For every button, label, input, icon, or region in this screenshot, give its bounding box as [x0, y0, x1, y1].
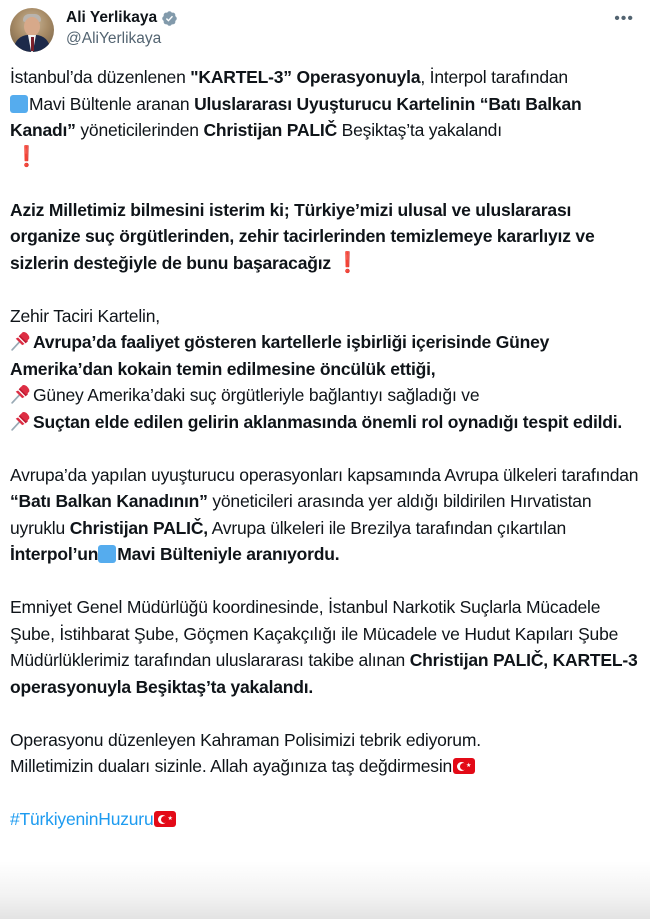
text-span: Avrupa’da yapılan uyuşturucu operasyonları kapsamında Avrupa ülkeleri tarafından [10, 464, 639, 485]
verified-badge-icon [161, 10, 178, 27]
more-options-icon[interactable]: ••• [614, 10, 634, 27]
text-span: Beşiktaş’ta yakalandı [337, 120, 502, 140]
red-exclamation-emoji-icon: ❗ [334, 251, 360, 274]
flag-star: ★ [167, 816, 173, 822]
text-span: yöneticilerinden [75, 120, 204, 140]
avatar-face [24, 17, 40, 36]
bold-span: İnterpol’un [10, 544, 99, 564]
bold-span: Christijan PALIČ [203, 120, 338, 140]
bold-span: Uluslararası Uyuşturucu Kartelinin “Batı Balkan Kanadı” [10, 93, 582, 140]
paragraph-background [10, 462, 640, 568]
bold-span: “Batı Balkan Kanadının” [10, 491, 208, 511]
large-blue-square-emoji-icon [98, 545, 116, 563]
pushpin-emoji-icon [10, 384, 32, 404]
text-span: Güney Amerika’daki suç örgütleriyle bağlantıyı sağladığı ve [33, 385, 480, 405]
paragraph-cartel-list [10, 303, 640, 436]
bold-span: Avrupa’da faaliyet gösteren kartellerle işbirliği içerisinde Güney Amerika’dan kokain temin edilmesine öncülük ettiği, [10, 332, 550, 379]
text-span: yöneticileri arasında yer aldığı bildirilen Hırvatistan uyruklu [10, 491, 592, 538]
text-span: Operasyonu düzenleyen Kahraman Polisimizi tebrik ediyorum. [10, 729, 481, 750]
avatar-tie [31, 37, 34, 51]
large-blue-square-emoji-icon [10, 95, 28, 113]
bold-span: Mavi Bülteniyle aranıyordu. [117, 544, 340, 564]
tweet-text [10, 64, 640, 859]
pushpin-emoji-icon [10, 331, 32, 351]
tweet-header [10, 8, 640, 52]
hashtag-link[interactable]: #TürkiyeninHuzuru [10, 809, 154, 829]
pushpin-emoji-icon [10, 411, 32, 431]
paragraph-intro [10, 64, 640, 170]
text-span: Emniyet Genel Müdürlüğü koordinesinde, İstanbul Narkotik Suçlarla Mücadele Şube, İstihbarat Şube, Göçmen Kaçakçılığı ile Mücadele ve Hudut Kapıları Şube Müdürlüklerimiz tarafından uluslararası takibe alınan [10, 597, 619, 670]
author-display-name-row[interactable] [66, 8, 178, 28]
red-exclamation-emoji-icon: ❗ [14, 145, 39, 168]
text-span: İstanbul’da düzenlenen [10, 67, 191, 87]
turkey-flag-emoji-icon [154, 811, 176, 827]
text-span: Milletimizin duaları sizinle. Allah ayağınıza taş değdirmesin [10, 756, 453, 776]
paragraph-units [10, 594, 640, 700]
author-display-name[interactable]: Ali Yerlikaya [66, 9, 158, 26]
bold-span: Aziz Milletimiz bilmesini isterim ki; Türkiye’mizi ulusal ve uluslararası organize suç örgütlerinden, zehir tacirlerinden temizlemeye kararlıyız ve sizlerin desteğiyle de bunu başaracağız [10, 199, 595, 273]
text-span: Mavi Bültenle aranan [29, 93, 195, 114]
text-span: , İnterpol tarafından [420, 67, 568, 87]
paragraph-congrats [10, 727, 640, 780]
author-handle[interactable]: @AliYerlikaya [66, 30, 162, 47]
flag-star: ★ [466, 763, 472, 769]
author-info [66, 8, 178, 50]
bold-span: Christijan PALIČ, KARTEL-3 operasyonuyla Beşiktaş’ta yakalandı. [10, 650, 638, 697]
text-span: Zehir Taciri Kartelin, [10, 305, 160, 326]
bold-span: Suçtan elde edilen gelirin aklanmasında önemli rol oynadığı tespit edildi. [33, 411, 623, 432]
bold-span: "KARTEL-3” Operasyonuyla [190, 67, 421, 87]
paragraph-hashtag [10, 806, 640, 833]
avatar[interactable] [10, 8, 54, 52]
bold-span: Christijan PALIČ, [69, 517, 208, 538]
turkey-flag-emoji-icon [453, 758, 475, 774]
bottom-fade-overlay [0, 861, 650, 919]
paragraph-statement [10, 197, 640, 277]
text-span: Avrupa ülkeleri ile Brezilya tarafından çıkartılan [207, 517, 567, 538]
